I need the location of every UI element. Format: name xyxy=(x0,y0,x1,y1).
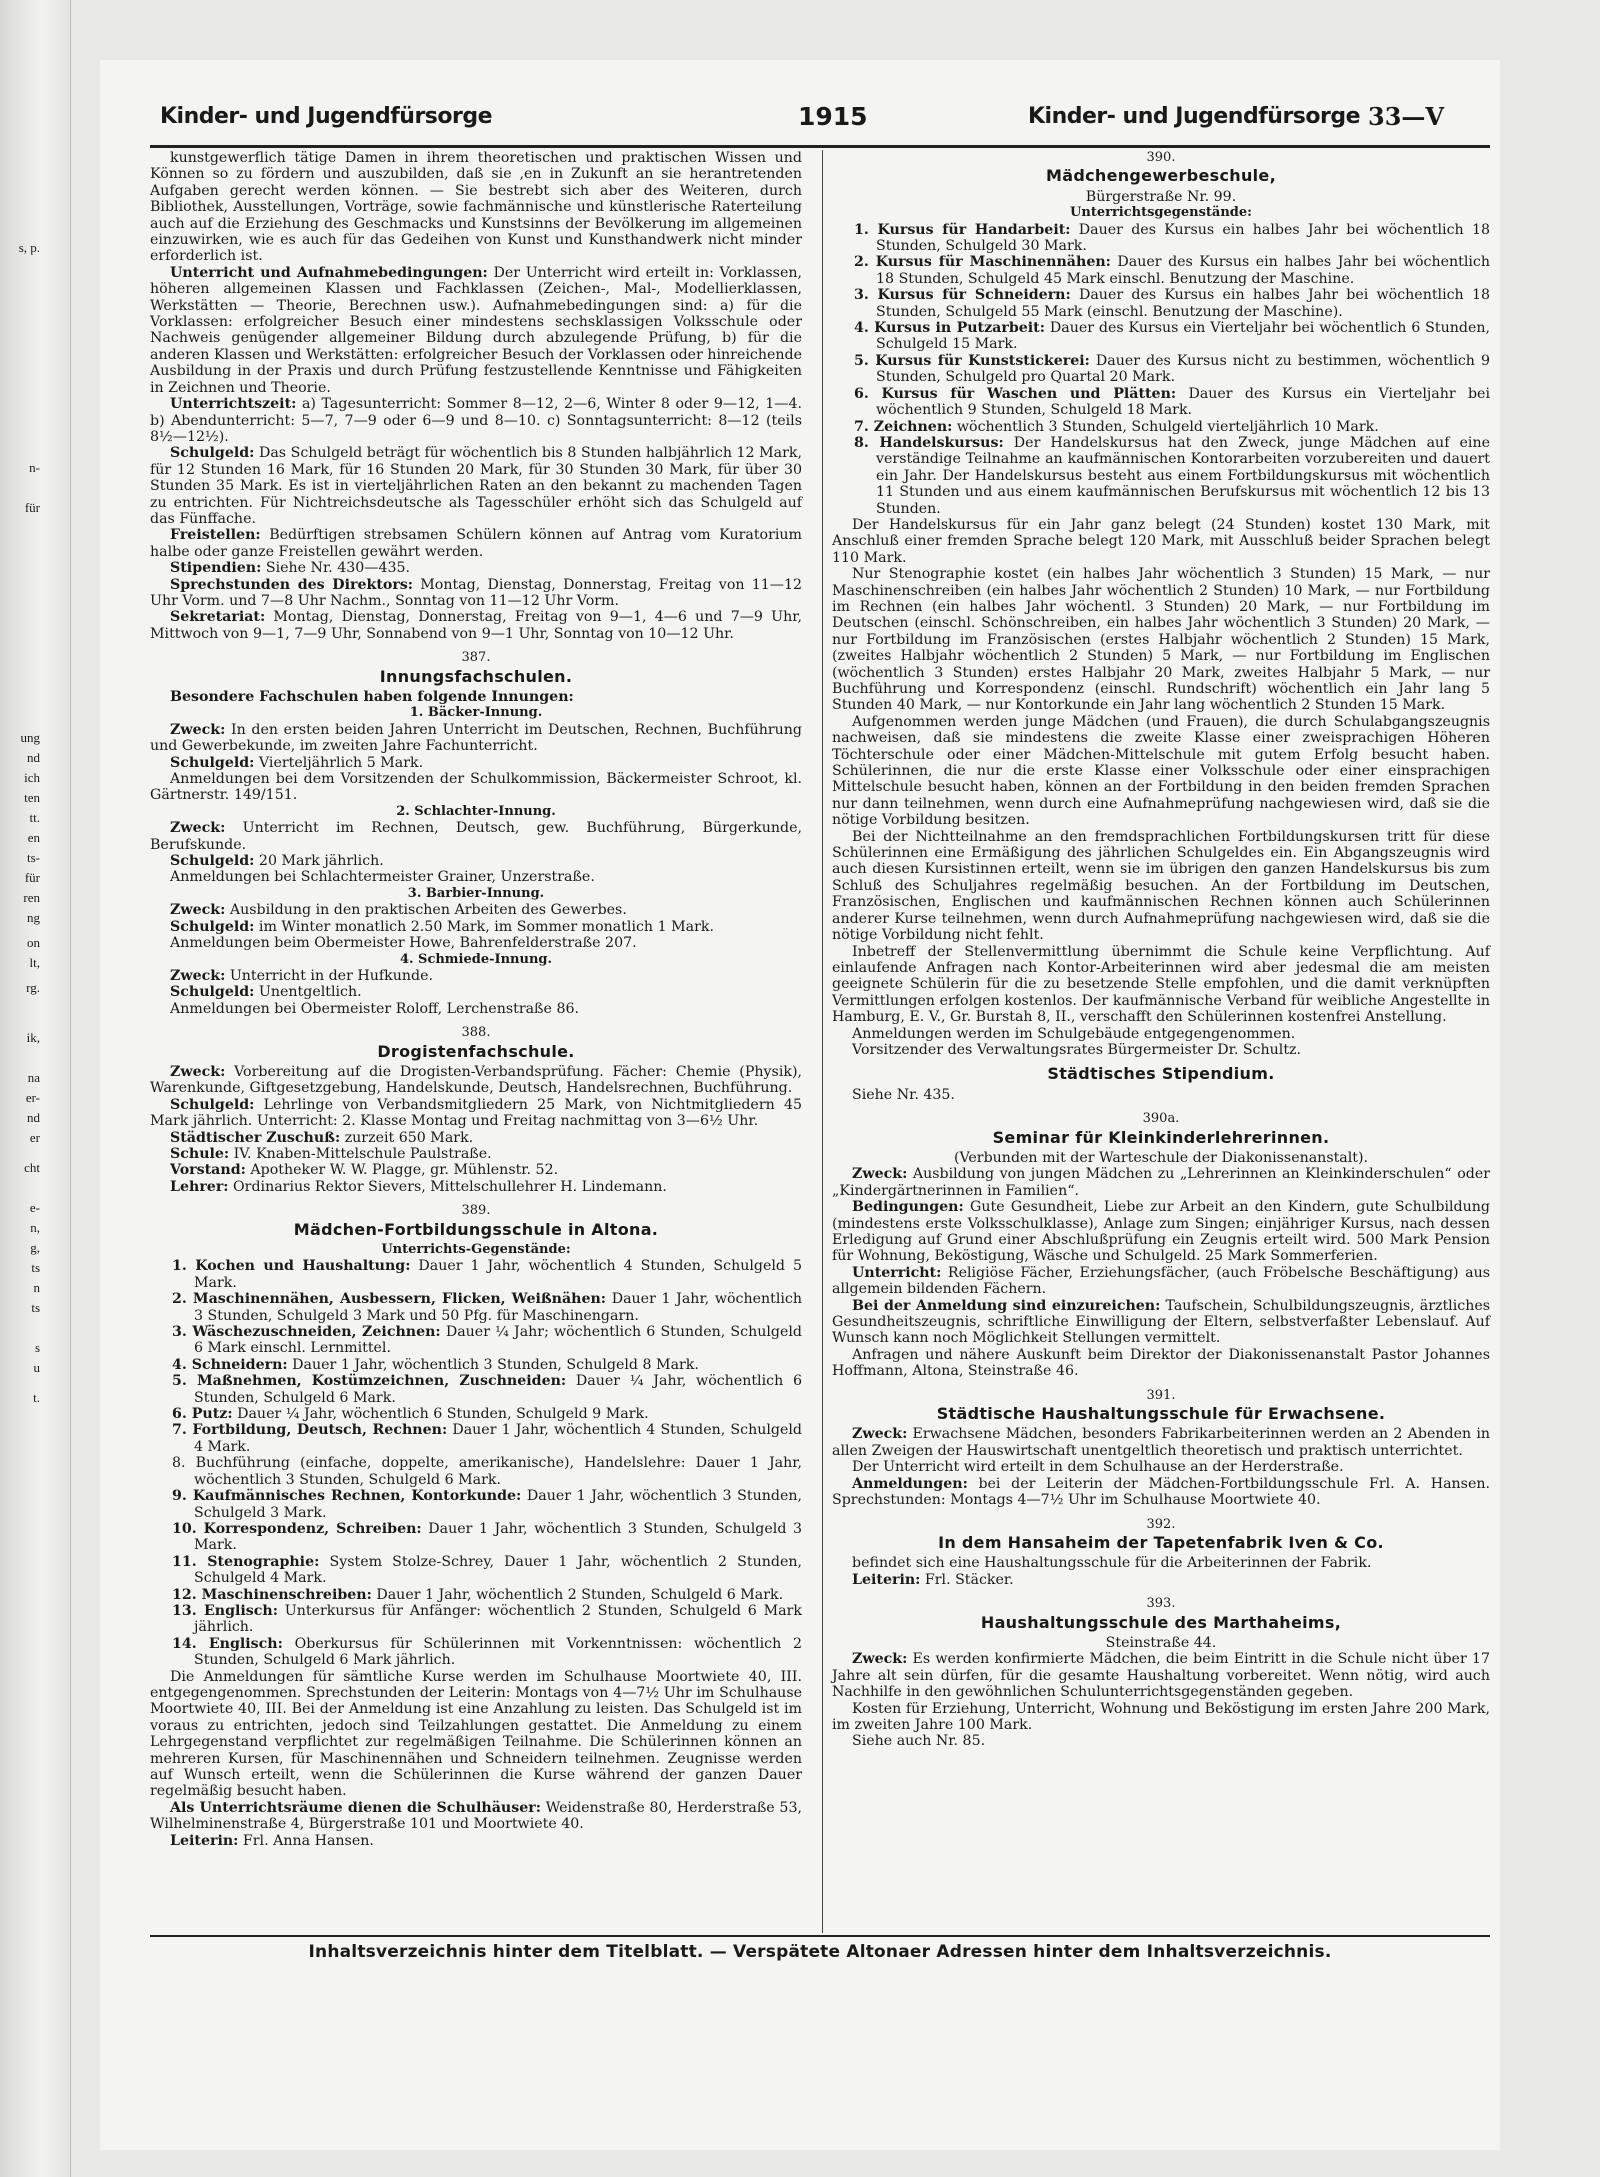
margin-fragment: nd xyxy=(27,1110,40,1125)
margin-fragment: ich xyxy=(24,770,40,785)
list-item: 3. Kursus für Schneidern: Dauer des Kursus ein halbes Jahr bei wöchentlich 18 Stunden, Schulgeld 55 Mark (einschl. Benutzung der Maschine). xyxy=(854,287,1490,320)
list-item: 4. Schneidern: Dauer 1 Jahr, wöchentlich 3 Stunden, Schulgeld 8 Mark. xyxy=(172,1356,699,1373)
margin-fragment: ts- xyxy=(27,850,40,865)
paragraph: Städtischer Zuschuß: zurzeit 650 Mark. xyxy=(170,1129,474,1146)
paragraph: Freistellen: Bedürftigen strebsamen Schülern können auf Antrag vom Kuratorium halbe oder ganze Freistellen gewährt werden. xyxy=(150,527,802,560)
paragraph: Inbetreff der Stellenvermittlung übernimmt die Schule keine Verpflichtung. Auf einlaufende Anfragen nach Kontor-Arbeiterinnen wird aber jedesmal die am meisten geeignete Schülerin für die zu besetzende Stelle empfohlen, und die damit verknüpften Vermittlungen erfolgen kostenlos. Der kaufmännische Verband für weibliche Angestellte in Hamburg, E. V., Gr. Burstah 8, II., verschafft den Schülerinnen kostenfrei Anstellung. xyxy=(832,943,1490,1026)
paragraph: Schule: IV. Knaben-Mittelschule Paulstraße. xyxy=(170,1145,492,1162)
margin-fragment: für xyxy=(24,870,40,885)
list-item: 11. Stenographie: System Stolze-Schrey, Dauer 1 Jahr, wöchentlich 2 Stunden, Schulgeld 4 Mark. xyxy=(172,1553,802,1587)
footer-note: Inhaltsverzeichnis hinter dem Titelblatt. — Verspätete Altonaer Adressen hinter dem Inhaltsverzeichnis. xyxy=(308,1942,1332,1962)
entry-number-388: 388. xyxy=(461,1025,491,1041)
margin-fragment: rg. xyxy=(26,980,40,995)
paragraph: Schulgeld: Vierteljährlich 5 Mark. xyxy=(170,754,424,771)
paragraph: Anmeldungen bei Obermeister Roloff, Lerchenstraße 86. xyxy=(170,1000,580,1017)
stipendium-reference: Siehe Nr. 435. xyxy=(852,1086,955,1103)
entry-number-393: 393. xyxy=(1146,1596,1176,1612)
margin-fragment: e- xyxy=(29,1200,40,1215)
seminar-subtitle: (Verbunden mit der Warteschule der Diakonissenanstalt). xyxy=(953,1149,1369,1166)
entry-number-392: 392. xyxy=(1146,1516,1176,1532)
subhead-baecker: 1. Bäcker-Innung. xyxy=(409,705,543,721)
paragraph: Zweck: Ausbildung von jungen Mädchen zu „Lehrerinnen an Kleinkinderschulen“ oder „Kindergärtnerinnen in Familien“. xyxy=(832,1166,1490,1199)
footer-rule xyxy=(150,1935,1490,1937)
paragraph: Leiterin: Frl. Stäcker. xyxy=(852,1571,1014,1588)
subhead-unterrichtsgegenstaende: Unterrichtsgegenstände: xyxy=(1070,205,1252,221)
list-item: 13. Englisch: Unterkursus für Anfänger: wöchentlich 2 Stunden, Schulgeld 6 Mark jährlich. xyxy=(172,1602,802,1636)
paragraph: Anmeldungen beim Obermeister Howe, Bahrenfelderstraße 207. xyxy=(170,935,637,952)
margin-fragment: ts xyxy=(31,1300,40,1315)
gewerbeschule-notes xyxy=(832,517,1490,1058)
paragraph: Schulgeld: Unentgeltlich. xyxy=(170,984,362,1001)
margin-fragment: ung xyxy=(20,730,40,745)
entry-number-391: 391. xyxy=(1146,1387,1176,1403)
address: Steinstraße 44. xyxy=(1105,1634,1217,1651)
paragraph: Anmeldungen bei Schlachtermeister Grainer, Unzerstraße. xyxy=(170,869,595,886)
list-item: 1. Kursus für Handarbeit: Dauer des Kursus ein halbes Jahr bei wöchentlich 18 Stunden, Schulgeld 30 Mark. xyxy=(854,221,1490,255)
paragraph: Als Unterrichtsräume dienen die Schulhäuser: Weidenstraße 80, Herderstraße 53, Wilhelminenstraße 4, Bürgerstraße 101 und Moortwiete 40. xyxy=(150,1799,802,1833)
list-item: 14. Englisch: Oberkursus für Schülerinnen mit Vorkenntnissen: wöchentlich 2 Stunden, Schulgeld 6 Mark jährlich. xyxy=(172,1635,802,1669)
list-item: 9. Kaufmännisches Rechnen, Kontorkunde: Dauer 1 Jahr, wöchentlich 3 Stunden, Schulgeld 3 Mark. xyxy=(172,1488,802,1521)
paragraph: Leiterin: Frl. Anna Hansen. xyxy=(170,1832,374,1849)
paragraph: Schulgeld: 20 Mark jährlich. xyxy=(170,853,384,870)
entry-title-seminar: Seminar für Kleinkinderlehrerinnen. xyxy=(992,1127,1330,1147)
paragraph: Unterrichtszeit: a) Tagesunterricht: Sommer 8—12, 2—6, Winter 8 oder 9—12, 1—4. b) Abendunterricht: 5—7, 7—9 oder 6—9 und 8—10. c) Sonntagsunterricht: 8—12 (teils 8½—12½). xyxy=(150,396,802,445)
margin-fragment: nd xyxy=(27,750,40,765)
list-item: 12. Maschinenschreiben: Dauer 1 Jahr, wöchentlich 2 Stunden, Schulgeld 6 Mark. xyxy=(172,1586,784,1603)
header-right-title: Kinder- und Jugendfürsorge xyxy=(1028,104,1361,129)
margin-fragment: für xyxy=(24,500,40,515)
entry-number-390a: 390a. xyxy=(1142,1111,1180,1127)
margin-fragment: on xyxy=(27,935,40,950)
paragraph: Bedingungen: Gute Gesundheit, Liebe zur Arbeit an den Kindern, gute Schulbildung (mindestens erste Volksschulklasse), Anlage zum Singen; einjähriger Kursus, nach dessen Erledigung auf Grund einer Abschlußprüfung ein Zeugnis erteilt wird. 500 Mark Pension für Wohnung, Beköstigung, Wäsche und Schulgeld. 25 Mark Sommerferien. xyxy=(832,1199,1490,1265)
hansaheim-details xyxy=(832,1555,1490,1588)
list-item: 3. Wäschezuschneiden, Zeichnen: Dauer ¼ Jahr; wöchentlich 6 Stunden, Schulgeld 6 Mark einschl. Lernmittel. xyxy=(172,1324,802,1357)
paragraph: Anmeldungen bei dem Vorsitzenden der Schulkommission, Bäckermeister Schroot, kl. Gärtnerstr. 149/151. xyxy=(150,771,802,804)
paragraph: kunstgewerflich tätige Damen in ihrem theoretischen und praktischen Wissen und Können so zu fördern und auszubilden, daß sie ,en in Zukunft an sie herantretenden Aufgaben gerecht werden können. — Sie bestrebt sich aber des Weiteren, durch Bibliothek, Ausstellungen, Vorträge, sowie fachmännische und künstlerische Raterteilung auch auf die Erziehung des Geschmacks und Kunstsinns der Bevölkerung im allgemeinen einzuwirken, wie es auch für das Gedeihen von Kunst und Kunsthandwerk nicht minder erforderlich ist. xyxy=(150,150,802,265)
entry-title-marthaheim: Haushaltungsschule des Marthaheims, xyxy=(980,1612,1342,1632)
paragraph: Bei der Nichtteilnahme an den fremdsprachlichen Fortbildungskursen tritt für diese Schülerinnen eine Ermäßigung des jährlichen Schulgeldes ein. Ein Abgangszeugnis wird auch diesen Kursistinnen erteilt, wenn sie im übrigen den ganzen Handelskursus bis zum Schluß des Schuljahres regelmäßig besuchen. An der Fortbildung im Deutschen, Französischen, Englischen und kaufmännischen Rechnen können auch Schülerinnen anderer Kurse teilnehmen, wenn durch Aufnahmeprüfung nachgewiesen wird, daß sie die nötige Vorbildung nicht fehlt. xyxy=(832,828,1490,944)
entry-title-maedchen-fortbildungsschule: Mädchen-Fortbildungsschule in Altona. xyxy=(293,1219,659,1239)
paragraph: Sekretariat: Montag, Dienstag, Donnerstag, Freitag von 9—1, 4—6 und 7—9 Uhr, Mittwoch von 9—1, 7—9 Uhr, Sonnabend von 9—1 Uhr, Sonntag von 10—12 Uhr. xyxy=(150,609,802,642)
margin-fragment: tt. xyxy=(29,810,40,825)
paragraph: Zweck: Unterricht in der Hufkunde. xyxy=(170,967,433,984)
margin-fragment: s xyxy=(34,1340,40,1355)
paragraph: Kosten für Erziehung, Unterricht, Wohnung und Beköstigung im ersten Jahre 200 Mark, im zweiten Jahre 100 Mark. xyxy=(832,1700,1490,1733)
margin-fragment: t. xyxy=(33,1390,40,1405)
list-item: 5. Maßnehmen, Kostümzeichnen, Zuschneiden: Dauer ¼ Jahr, wöchentlich 6 Stunden, Schulgeld 6 Mark. xyxy=(172,1373,802,1406)
subhead-unterrichts-gegenstaende: Unterrichts-Gegenstände: xyxy=(381,1242,571,1257)
entry-title-hansaheim: In dem Hansaheim der Tapetenfabrik Iven & Co. xyxy=(938,1532,1384,1552)
paragraph: Schulgeld: Das Schulgeld beträgt für wöchentlich bis 8 Stunden halbjährlich 12 Mark, für 12 Stunden 16 Mark, für 16 Stunden 20 Mark, für 30 Stunden 30 Mark, für über 30 Stunden 35 Mark. Es ist in vierteljährlichen Raten an den bekannt zu machenden Tagen zu entrichten. Für Nichtreichsdeutsche als Tagesschüler erhöht sich das Schulgeld auf das Fünffache. xyxy=(150,445,802,527)
margin-fragment: ts xyxy=(31,1260,40,1275)
paragraph: Bei der Anmeldung sind einzureichen: Taufschein, Schulbildungszeugnis, ärztliches Gesundheitszeugnis, schriftliche Einwilligung der Eltern, selbstverfaßter Lebenslauf. Auf Wunsch kann noch Möglichkeit Stellungen vermittelt. xyxy=(832,1297,1491,1347)
list-item: 5. Kursus für Kunststickerei: Dauer des Kursus nicht zu bestimmen, wöchentlich 9 Stunden, Schulgeld pro Quartal 20 Mark. xyxy=(854,352,1490,386)
margin-fragment: ten xyxy=(24,790,40,805)
margin-fragment: er xyxy=(29,1130,40,1145)
paragraph: Siehe auch Nr. 85. xyxy=(852,1733,986,1750)
paragraph: Vorsitzender des Verwaltungsrates Bürgermeister Dr. Schultz. xyxy=(852,1041,1302,1058)
margin-fragment: u xyxy=(33,1360,40,1375)
paragraph: Der Handelskursus für ein Jahr ganz belegt (24 Stunden) kostet 130 Mark, mit Anschluß einer fremden Sprache belegt 120 Mark, mit Ausschluß beider Sprachen belegt 110 Mark. xyxy=(832,516,1490,566)
entry-386-continued xyxy=(150,150,802,642)
paragraph: Vorstand: Apotheker W. W. Plagge, gr. Mühlenstr. 52. xyxy=(170,1162,559,1179)
header-left-title: Kinder- und Jugendfürsorge xyxy=(160,104,493,129)
margin-fragment: lt, xyxy=(29,955,40,970)
haushaltungsschule-details xyxy=(832,1426,1490,1508)
entry-number-390: 390. xyxy=(1146,150,1176,165)
paragraph: Die Anmeldungen für sämtliche Kurse werden im Schulhause Moortwiete 40, III. entgegengenommen. Sprechstunden der Leiterin: Montags von 4—7½ Uhr im Schulhause Moortwiete 40, III. Bei der Anmeldung ist eine Anzahlung zu leisten. Das Schulgeld ist im voraus zu entrichten, jedoch sind Teilzahlungen gestattet. Die Anmeldung zu einem Lehrgegenstand verpflichtet zur regelmäßigen Teilnahme. Die Schülerinnen können an mehreren Kursen, für Maschinennähen und Schneidern teilnehmen. Zeugnisse werden auf Wunsch erteilt, wenn die Schülerinnen die Kurse während der ganzen Dauer regelmäßig besucht haben. xyxy=(150,1668,802,1800)
paragraph: Anfragen und nähere Auskunft beim Direktor der Diakonissenanstalt Pastor Johannes Hoffmann, Altona, Steinstraße 46. xyxy=(832,1346,1490,1380)
running-header xyxy=(118,100,1488,140)
margin-fragment: ng xyxy=(27,910,40,925)
margin-fragment: n xyxy=(33,1280,40,1295)
subhead-schlachter: 2. Schlachter-Innung. xyxy=(396,803,556,819)
entry-title-maedchengewerbeschule: Mädchengewerbeschule, xyxy=(1046,166,1276,186)
paragraph: Zweck: Unterricht im Rechnen, Deutsch, gew. Buchführung, Bürgerkunde, Berufskunde. xyxy=(150,820,802,853)
course-list xyxy=(150,1258,802,1668)
paragraph: Unterricht: Religiöse Fächer, Erziehungsfächer, (auch Fröbelsche Beschäftigung) aus allgemein bildenden Fächern. xyxy=(832,1264,1490,1298)
paragraph: Stipendien: Siehe Nr. 430—435. xyxy=(170,560,411,577)
subhead-barbier: 3. Barbier-Innung. xyxy=(407,885,545,901)
margin-fragment: er- xyxy=(25,1090,40,1105)
list-item: 6. Putz: Dauer ¼ Jahr, wöchentlich 6 Stunden, Schulgeld 9 Mark. xyxy=(172,1406,649,1423)
list-item: 2. Maschinennähen, Ausbessern, Flicken, Weißnähen: Dauer 1 Jahr, wöchentlich 3 Stunden, Schulgeld 3 Mark und 50 Pfg. für Maschinengarn. xyxy=(172,1291,802,1324)
paragraph: Nur Stenographie kostet (ein halbes Jahr wöchentlich 3 Stunden) 15 Mark, — nur Maschinenschreiben (ein halbes Jahr wöchentlich 2 Stunden) 10 Mark, — nur Fortbildung im Rechnen (ein halbes Jahr wöchentl. 3 Stunden) 20 Mark, — nur Fortbildung im Deutschen (einschl. Schönschreiben, ein halbes Jahr wöchentlich 3 Stunden) 20 Mark, — nur Fortbildung im Französischen (erstes Halbjahr wöchentlich 2 Stunden) 15 Mark, (zweites Halbjahr wöchentlich 2 Stunden) 5 Mark, — nur Fortbildung im Englischen (wöchentlich 3 Stunden) erstes Halbjahr 20 Mark, zweites Halbjahr 5 Mark, — nur Buchführung und Korrespondenz (einschl. Rundschrift) wöchentlich ein Jahr lang 5 Stunden 40 Mark, — nur Kontorkunde ein Jahr lang wöchentlich 2 Stunden 15 Mark. xyxy=(832,566,1490,714)
right-column xyxy=(832,150,1490,1750)
paragraph: Zweck: In den ersten beiden Jahren Unterricht im Deutschen, Rechnen, Buchführung und Gewerbekunde, im zweiten Jahre Fachunterricht. xyxy=(150,721,802,755)
paragraph: Schulgeld: Lehrlinge von Verbandsmitgliedern 25 Mark, von Nichtmitgliedern 45 Mark jährlich. Unterricht: 2. Klasse Montag und Freitag nachmittag von 3—6½ Uhr. xyxy=(150,1096,802,1130)
paragraph: Zweck: Ausbildung in den praktischen Arbeiten des Gewerbes. xyxy=(170,902,627,919)
margin-fragment: ren xyxy=(23,890,40,905)
schmiede-details xyxy=(150,968,802,1017)
paragraph: Zweck: Vorbereitung auf die Drogisten-Verbandsprüfung. Fächer: Chemie (Physik), Warenkunde, Giftgesetzgebung, Handelskunde, Deutsch, Handelsrechnen, Buchführung. xyxy=(150,1063,802,1097)
entry-title-haushaltungsschule: Städtische Haushaltungsschule für Erwachsene. xyxy=(936,1404,1386,1424)
paragraph: Zweck: Erwachsene Mädchen, besonders Fabrikarbeiterinnen werden an 2 Abenden in allen Zweigen der Hauswirtschaft unentgeltlich theoretisch und praktisch unterrichtet. xyxy=(832,1426,1490,1459)
entry-title-innungsfachschulen: Innungsfachschulen. xyxy=(379,666,573,686)
paragraph: Aufgenommen werden junge Mädchen (und Frauen), die durch Schulabgangszeugnis nachweisen, daß sie mindestens die zweite Klasse einer zweisprachigen Höheren Töchterschule oder einer Mädchen-Mittelschule mit gutem Erfolg besucht haben. Schülerinnen, die nur die erste Klasse einer Volksschule oder einer einsprachigen Mittelschule besucht haben, können an der Fortbildung in den beiden fremden Sprachen nur dann teilnehmen, wenn durch eine Aufnahmeprüfung nachgewiesen wird, daß sie die nötige Vorbildung besitzen. xyxy=(832,713,1490,829)
seminar-details xyxy=(832,1166,1490,1379)
baecker-details xyxy=(150,722,802,804)
paragraph: Schulgeld: im Winter monatlich 2.50 Mark, im Sommer monatlich 1 Mark. xyxy=(170,918,714,935)
paragraph: Anmeldungen werden im Schulgebäude entgegengenommen. xyxy=(852,1025,1296,1042)
margin-fragment: na xyxy=(27,1070,40,1085)
paragraph: befindet sich eine Haushaltungsschule für die Arbeiterinnen der Fabrik. xyxy=(852,1555,1372,1572)
list-item: 8. Handelskursus: Der Handelskursus hat den Zweck, junge Mädchen auf eine verständige Teilnahme an kaufmännischen Kontorarbeiten vorzubereiten und dauert ein Jahr. Der Handelskursus besteht aus einem Fortbildungskursus mit wöchentlich 11 Stunden und aus einem kaufmännischen Berufskursus mit wöchentlich 12 bis 13 Stunden. xyxy=(854,434,1490,517)
entry-number-389: 389. xyxy=(461,1203,491,1219)
paragraph: Sprechstunden des Direktors: Montag, Dienstag, Donnerstag, Freitag von 11—12 Uhr Vorm. und 7—8 Uhr Nachm., Sonntag von 11—12 Uhr Vorm. xyxy=(150,576,803,609)
paragraph: Unterricht und Aufnahmebedingungen: Der Unterricht wird erteilt in: Vorklassen, höheren allgemeinen Klassen und Fachklassen (Zeichen-, Mal-, Modellierklassen, Werkstätten — Theorie, Berechnen usw.). Aufnahmebedingungen sind: a) für die Vorklassen: erfolgreicher Besuch einer mindestens sechsklassigen Volksschule oder Nachweis genügender allgemeiner Bildung durch abzulegende Prüfung, b) für die anderen Klassen und Werkstätten: erfolgreicher Besuch der Vorklassen oder hinreichende Ausbildung in der Praxis und durch Prüfung festzustellende Kenntnisse und Fähigkeiten in Zeichnen und Theorie. xyxy=(150,264,802,396)
margin-fragment: ik, xyxy=(26,1030,40,1045)
entry-title-staedtisches-stipendium: Städtisches Stipendium. xyxy=(1047,1064,1275,1084)
entry-title-drogistenfachschule: Drogistenfachschule. xyxy=(377,1041,575,1061)
entry-number-387: 387. xyxy=(461,650,491,666)
paragraph: Der Unterricht wird erteilt in dem Schulhause an der Herderstraße. xyxy=(852,1459,1344,1476)
header-year: 1915 xyxy=(798,102,868,131)
margin-fragment: n- xyxy=(29,460,40,475)
page-number: 33—V xyxy=(1368,102,1445,131)
list-item: 2. Kursus für Maschinennähen: Dauer des Kursus ein halbes Jahr bei wöchentlich 18 Stunden, Schulgeld 45 Mark einschl. Benutzung der Maschine. xyxy=(854,254,1490,287)
margin-fragment: n, xyxy=(30,1220,40,1235)
list-item: 10. Korrespondenz, Schreiben: Dauer 1 Jahr, wöchentlich 3 Stunden, Schulgeld 3 Mark. xyxy=(172,1520,802,1554)
paragraph: Anmeldungen: bei der Leiterin der Mädchen-Fortbildungsschule Frl. A. Hansen. Sprechstunden: Montags 4—7½ Uhr im Schulhause Moortwiete 40. xyxy=(832,1475,1490,1509)
margin-fragment: cht xyxy=(24,1160,40,1175)
list-item: 8. Buchführung (einfache, doppelte, amerikanische), Handelslehre: Dauer 1 Jahr, wöchentlich 3 Stunden, Schulgeld 6 Mark. xyxy=(172,1455,802,1488)
list-item: 7. Zeichnen: wöchentlich 3 Stunden, Schulgeld vierteljährlich 10 Mark. xyxy=(854,418,1379,435)
schlachter-details xyxy=(150,820,802,886)
list-item: 4. Kursus in Putzarbeit: Dauer des Kursus ein Vierteljahr bei wöchentlich 6 Stunden, Schulgeld 15 Mark. xyxy=(854,320,1490,353)
column-divider xyxy=(822,150,823,1933)
address: Bürgerstraße Nr. 99. xyxy=(1085,188,1237,205)
header-rule xyxy=(150,145,1490,148)
drogisten-details xyxy=(150,1064,802,1195)
barbier-details xyxy=(150,902,802,951)
subhead-schmiede: 4. Schmiede-Innung. xyxy=(399,951,553,967)
list-item: 1. Kochen und Haushaltung: Dauer 1 Jahr, wöchentlich 4 Stunden, Schulgeld 5 Mark. xyxy=(172,1258,802,1291)
left-column xyxy=(150,150,802,1849)
fortbildungsschule-notes xyxy=(150,1669,802,1849)
paragraph: Zweck: Es werden konfirmierte Mädchen, die beim Eintritt in die Schule nicht über 17 Jahre alt sein dürfen, für die gesamte Haushaltung vorbereitet. Wenn nötig, wird auch Nachhilfe in den gewöhnlichen Schulunterrichtsgegenständen gegeben. xyxy=(832,1651,1490,1701)
list-item: 6. Kursus für Waschen und Plätten: Dauer des Kursus ein Vierteljahr bei wöchentlich 9 Stunden, Schulgeld 18 Mark. xyxy=(854,385,1490,419)
margin-fragment: en xyxy=(27,830,40,845)
paragraph: Lehrer: Ordinarius Rektor Sievers, Mittelschullehrer H. Lindemann. xyxy=(170,1178,667,1195)
margin-fragment: g, xyxy=(30,1240,40,1255)
innung-intro: Besondere Fachschulen haben folgende Innungen: xyxy=(170,689,574,705)
margin-fragment: s, p. xyxy=(18,240,40,255)
adjacent-page-edge xyxy=(0,0,71,2177)
list-item: 7. Fortbildung, Deutsch, Rechnen: Dauer 1 Jahr, wöchentlich 4 Stunden, Schulgeld 4 Mark. xyxy=(172,1422,802,1455)
marthaheim-details xyxy=(832,1651,1490,1749)
course-list xyxy=(832,222,1490,517)
